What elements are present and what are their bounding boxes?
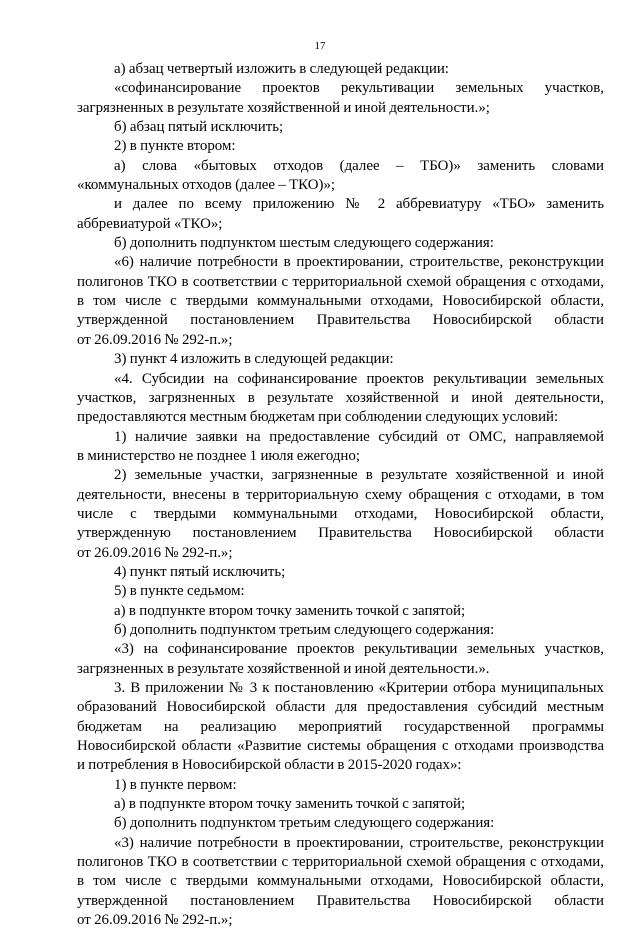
text-line: а) абзац четвертый изложить в следующей редакции: xyxy=(114,61,449,77)
text-line: б) дополнить подпунктом третьим следующего содержания: xyxy=(114,621,495,638)
text-line: «4. Субсидии на софинансирование проектов рекультивации земельных xyxy=(114,370,604,387)
text-line: утвержденную постановлением Правительства Новосибирской области xyxy=(77,525,604,542)
text-line: 4) пункт пятый исключить; xyxy=(114,563,286,580)
text-line: 2) земельные участки, загрязненные в результате хозяйственной и иной xyxy=(114,467,604,484)
text-line: в том числе с твердыми коммунальными отходами, Новосибирской области, xyxy=(77,873,604,890)
text-line: и далее по всему приложению № 2 аббревиатуру «ТБО» заменить xyxy=(114,196,604,213)
text-line: б) дополнить подпунктом третьим следующего содержания: xyxy=(114,815,495,832)
text-line: от 26.09.2016 № 292-п.»; xyxy=(77,544,233,561)
text-line: 1) в пункте первом: xyxy=(114,776,237,793)
text-line: от 26.09.2016 № 292-п.»; xyxy=(77,912,233,929)
text-line: «6) наличие потребности в проектировании, строительстве, реконструкции xyxy=(114,254,604,271)
text-line: «3) наличие потребности в проектировании, строительстве, реконструкции xyxy=(114,834,604,851)
text-line: образований Новосибирской области для предоставления субсидий местным xyxy=(77,699,604,716)
text-line: 3. В приложении № 3 к постановлению «Критерии отбора муниципальных xyxy=(114,680,604,696)
text-line: бюджетам на реализацию мероприятий государственной программы xyxy=(77,718,604,735)
text-line: и потребления в Новосибирской области в 2015-2020 годах»: xyxy=(77,757,462,774)
text-line: в том числе с твердыми коммунальными отходами, Новосибирской области, xyxy=(77,293,604,310)
text-line: 1) наличие заявки на предоставление субсидий от ОМС, направляемой xyxy=(114,428,604,445)
text-line: 3) пункт 4 изложить в следующей редакции: xyxy=(114,351,394,368)
text-line: утвержденной постановлением Правительства Новосибирской области xyxy=(77,892,604,909)
text-line: загрязненных в результате хозяйственной и иной деятельности.»; xyxy=(77,99,490,116)
text-line: а) в подпункте втором точку заменить точкой с запятой; xyxy=(114,796,466,813)
text-line: 5) в пункте седьмом: xyxy=(114,583,245,600)
text-line: полигонов ТКО в соответствии с территориальной схемой обращения с отходами, xyxy=(77,854,604,871)
text-line: числе с твердыми коммунальными отходами, Новосибирской области, xyxy=(77,505,604,522)
text-line: «софинансирование проектов рекультивации земельных участков, xyxy=(114,80,604,97)
text-line: загрязненных в результате хозяйственной и иной деятельности.». xyxy=(77,660,490,677)
text-line: б) дополнить подпунктом шестым следующего содержания: xyxy=(114,235,494,252)
text-line: полигонов ТКО в соответствии с территориальной схемой обращения с отходами, xyxy=(77,273,604,290)
text-line: от 26.09.2016 № 292-п.»; xyxy=(77,331,233,348)
text-line: в министерство не позднее 1 июля ежегодно; xyxy=(77,447,360,464)
document-body xyxy=(77,60,604,930)
text-line: «3) на софинансирование проектов рекультивации земельных участков, xyxy=(114,641,604,658)
text-line: б) абзац пятый исключить; xyxy=(114,119,284,136)
text-line: а) слова «бытовых отходов (далее – ТБО)» заменить словами xyxy=(114,157,604,174)
text-line: «коммунальных отходов (далее – ТКО)»; xyxy=(77,177,336,194)
text-line: 2) в пункте втором: xyxy=(114,138,236,155)
text-line: участков, загрязненных в результате хозяйственной и иной деятельности, xyxy=(77,389,604,406)
text-line: аббревиатурой «ТКО»; xyxy=(77,215,223,232)
text-line: деятельности, внесены в территориальную схему обращения с отходами, в том xyxy=(77,486,604,503)
text-line: утвержденной постановлением Правительства Новосибирской области xyxy=(77,312,604,329)
page-number: 17 xyxy=(314,40,326,52)
text-line: Новосибирской области «Развитие системы обращения с отходами производства xyxy=(77,738,604,755)
text-line: предоставляются местным бюджетам при соблюдении следующих условий: xyxy=(77,409,559,426)
text-line: а) в подпункте втором точку заменить точкой с запятой; xyxy=(114,602,466,619)
